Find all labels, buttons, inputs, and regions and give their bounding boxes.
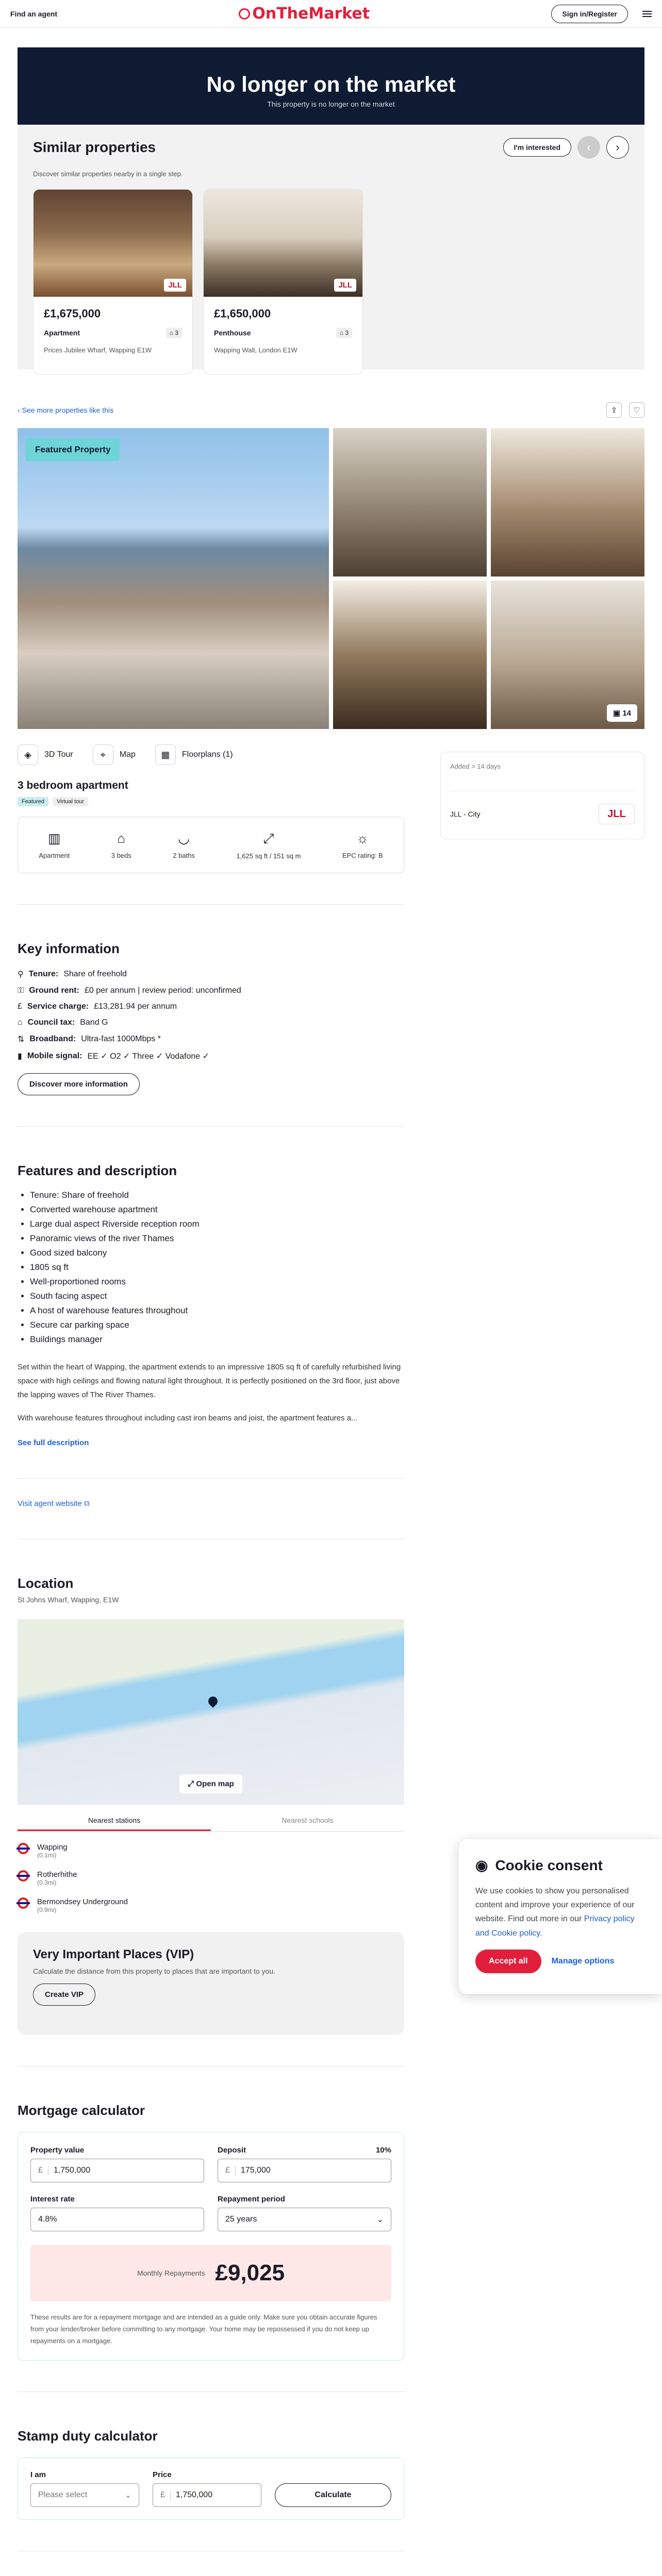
monthly-repayments: Monthly Repayments £9,025 (30, 2245, 391, 2301)
vip-title: Very Important Places (VIP) (33, 1947, 194, 1961)
map-pin-icon (239, 8, 250, 20)
banner-subtitle: This property is no longer on the market (267, 100, 395, 108)
building-icon: ▥ (47, 831, 61, 846)
back-link[interactable]: ‹ See more properties like this (18, 406, 113, 414)
accept-all-button[interactable]: Accept all (475, 1950, 541, 1973)
similar-title: Similar properties (33, 139, 156, 155)
list-item: • Tenure: Share of freehold (30, 1190, 404, 1200)
find-agent-link[interactable]: Find an agent (10, 9, 57, 18)
cookie-consent-dialog (459, 1839, 662, 1994)
tab-nearest-stations[interactable]: Nearest stations (18, 1811, 211, 1831)
field-label: Deposit (218, 2146, 246, 2155)
agent-logo: JLL (164, 279, 186, 292)
open-map-button[interactable]: ⤢ Open map (179, 1774, 242, 1793)
features-title: Features and description (18, 1163, 177, 1178)
interest-rate-input[interactable]: 4.8% (30, 2208, 204, 2231)
property-value-input[interactable]: £ 1,750,000 (30, 2159, 204, 2182)
logo[interactable] (239, 5, 370, 23)
tab-map[interactable]: ⌖ Map (93, 744, 136, 765)
list-item: • Buildings manager (30, 1334, 404, 1345)
thumb-photo[interactable] (491, 428, 644, 577)
list-item: Rotherhithe (0.3mi) (18, 1870, 404, 1886)
features-list (18, 1190, 404, 1345)
list-item: • Panoramic views of the river Thames (30, 1233, 404, 1244)
cookie-title: Cookie consent (495, 1857, 603, 1873)
card-address: Prices Jubilee Wharf, Wapping E1W (44, 346, 152, 354)
vip-text: Calculate the distance from this property to places that are important to you. (33, 1967, 276, 1975)
feature-label: 3 beds (111, 852, 131, 859)
feature-label: Apartment (39, 852, 70, 859)
next-arrow-icon[interactable]: › (606, 136, 629, 159)
tab-nearest-schools[interactable]: Nearest schools (282, 1816, 334, 1824)
cube-icon: ◈ (18, 744, 38, 765)
virtual-tour-tag: Virtual tour (53, 797, 88, 806)
mortgage-disclaimer: These results are for a repayment mortgage and are intended as a guide only. Make sure you obtain accurate figures from your lender/broker before committing to any mortgage. Your home may be repossessed if you do not keep up repayments on a mortgage. (30, 2313, 377, 2345)
tab-3d-tour[interactable]: ◈ 3D Tour (18, 744, 73, 765)
cookie-icon: ◉ (475, 1857, 488, 1873)
added-date: Added > 14 days (450, 762, 501, 770)
prev-arrow-icon[interactable]: ‹ (577, 136, 600, 159)
property-card[interactable] (203, 189, 363, 375)
tab-floorplans[interactable]: ▦ Floorplans (1) (155, 744, 233, 765)
property-image (34, 190, 192, 297)
field-label: Price (153, 2470, 172, 2480)
service-charge-icon: £ (18, 1002, 22, 1011)
list-item: • Good sized balcony (30, 1248, 404, 1258)
bath-icon: ◡ (178, 831, 190, 846)
list-item: • Large dual aspect Riverside reception room (30, 1219, 404, 1229)
manage-options-button[interactable]: Manage options (551, 1956, 615, 1965)
similar-subtitle: Discover similar properties nearby in a single step. (33, 170, 183, 178)
list-item: • Converted warehouse apartment (30, 1205, 404, 1215)
tenure-icon: ⚲ (18, 970, 24, 979)
mortgage-title: Mortgage calculator (18, 2103, 145, 2118)
card-type: Penthouse (214, 329, 251, 337)
card-price: £1,650,000 (214, 307, 271, 320)
deposit-input[interactable]: £ 175,000 (218, 2159, 391, 2182)
header (0, 0, 662, 28)
feature-label: 2 baths (173, 852, 195, 859)
property-title: 3 bedroom apartment (18, 779, 128, 791)
description-text: Set within the heart of Wapping, the apartment extends to an impressive 1805 sq ft of carefully refurbished living space with high ceilings and flowing natural light throughout. It is perfectly positioned on the 3rd floor, just above the lapping waves of The River Thames. (18, 1363, 401, 1399)
stamp-duty-calculator (18, 2458, 404, 2520)
signal-icon: ▮ (18, 1052, 22, 1061)
list-item: • 1805 sq ft (30, 1262, 404, 1273)
mortgage-calculator (18, 2132, 404, 2361)
field-label: Property value (30, 2146, 85, 2155)
cookie-text: We use cookies to show you personalised content and improve your experience of our website. Find out more in our Privacy policy and Cookie policy. (475, 1887, 635, 1938)
thumb-photo[interactable] (333, 428, 487, 577)
heart-icon[interactable]: ♡ (629, 402, 644, 418)
thumb-photo[interactable] (333, 581, 487, 729)
price-input[interactable]: £ 1,750,000 (153, 2483, 261, 2507)
similar-properties (18, 125, 644, 369)
card-price: £1,675,000 (44, 307, 101, 320)
thumb-photo[interactable] (491, 581, 644, 729)
vip-section (18, 1932, 404, 2035)
chevron-down-icon: ⌄ (124, 2491, 131, 2500)
broadband-icon: ⇅ (18, 1035, 25, 1044)
area-icon: ⤢ (263, 830, 274, 846)
logo-text: OnTheMarket (252, 5, 370, 23)
off-market-banner (18, 47, 644, 125)
feature-label: 1,625 sq ft / 151 sq m (236, 852, 301, 860)
agent-name[interactable]: JLL - City (450, 810, 481, 818)
full-description-link[interactable]: See full description (18, 1438, 89, 1447)
location-map[interactable] (18, 1619, 404, 1805)
interested-button[interactable]: I'm interested (503, 138, 571, 157)
stamp-duty-title: Stamp duty calculator (18, 2428, 158, 2444)
ground-rent-icon: ⚿ (18, 986, 24, 995)
council-tax-icon: ⌂ (18, 1018, 23, 1027)
property-card[interactable] (33, 189, 193, 375)
chevron-down-icon: ⌄ (376, 2215, 384, 2224)
repayment-period-select[interactable]: 25 years ⌄ (218, 2208, 391, 2231)
create-vip-button[interactable]: Create VIP (33, 1984, 95, 2006)
list-item: • Well-proportioned rooms (30, 1277, 404, 1287)
agent-logo[interactable]: JLL (599, 804, 635, 824)
discover-more-button[interactable]: Discover more information (18, 1073, 140, 1095)
bed-icon: ⌂ (117, 831, 126, 846)
photo-gallery[interactable] (18, 428, 644, 729)
underground-icon (18, 1870, 29, 1882)
property-features (18, 817, 404, 873)
featured-badge: Featured Property (26, 438, 120, 461)
list-item: Wapping (0.1mi) (18, 1843, 404, 1859)
privacy-policy-link[interactable]: Privacy policy and Cookie policy. (475, 1914, 635, 1938)
feature-label: EPC rating: B (342, 852, 383, 859)
underground-icon (18, 1843, 29, 1854)
map-icon: ⌖ (93, 744, 113, 765)
main-photo[interactable] (18, 428, 329, 729)
field-label: Interest rate (30, 2195, 75, 2204)
list-item: • A host of warehouse features throughout (30, 1306, 404, 1316)
card-type: Apartment (44, 329, 80, 337)
share-icon[interactable]: ⇪ (606, 402, 622, 418)
bed-count: ⌂ 3 (166, 328, 182, 338)
card-address: Wapping Wall, London E1W (214, 346, 297, 354)
photo-count[interactable]: ▣ 14 (607, 704, 637, 722)
deposit-percent[interactable]: 10% (375, 2146, 391, 2155)
list-item: • Secure car parking space (30, 1320, 404, 1330)
agent-card (440, 752, 644, 839)
menu-icon[interactable] (642, 11, 652, 17)
key-info-list: ⚲ Tenure: Share of freehold ⚿ Ground rent: £0 per annum | review period: unconfirmed £ Service charge: £13,281.94 per annum ⌂ Council tax: Band G ⇅ Broadband: Ultra-fast 1000Mbps * ▮ Mobile signal: EE ✓ O2 ✓ Three ✓ Vodafone ✓ (18, 970, 241, 1061)
field-label: I am (30, 2470, 46, 2480)
calculate-button[interactable]: Calculate (275, 2483, 391, 2507)
banner-title: No longer on the market (206, 72, 456, 96)
floorplan-icon: ▦ (155, 744, 176, 765)
list-item: Bermondsey Underground (0.9mi) (18, 1897, 404, 1913)
map-pin-icon (206, 1694, 219, 1707)
location-title: Location (18, 1575, 74, 1591)
description-text: With warehouse features throughout including cast iron beams and joist, the apartment features a... (18, 1414, 358, 1422)
buyer-type-select[interactable]: Please select ⌄ (30, 2483, 139, 2507)
epc-icon: ☼ (356, 831, 369, 846)
property-image (204, 190, 362, 297)
location-address: St Johns Wharf, Wapping, E1W (18, 1596, 119, 1604)
underground-icon (18, 1897, 29, 1909)
agent-website-link[interactable]: Visit agent website ⧉ (18, 1499, 90, 1508)
list-item: • South facing aspect (30, 1291, 404, 1301)
key-info-title: Key information (18, 941, 120, 956)
field-label: Repayment period (218, 2195, 285, 2204)
featured-tag: Featured (18, 797, 48, 806)
agent-logo: JLL (334, 279, 356, 292)
sign-in-button[interactable]: Sign in/Register (551, 5, 628, 23)
bed-count: ⌂ 3 (336, 328, 352, 338)
